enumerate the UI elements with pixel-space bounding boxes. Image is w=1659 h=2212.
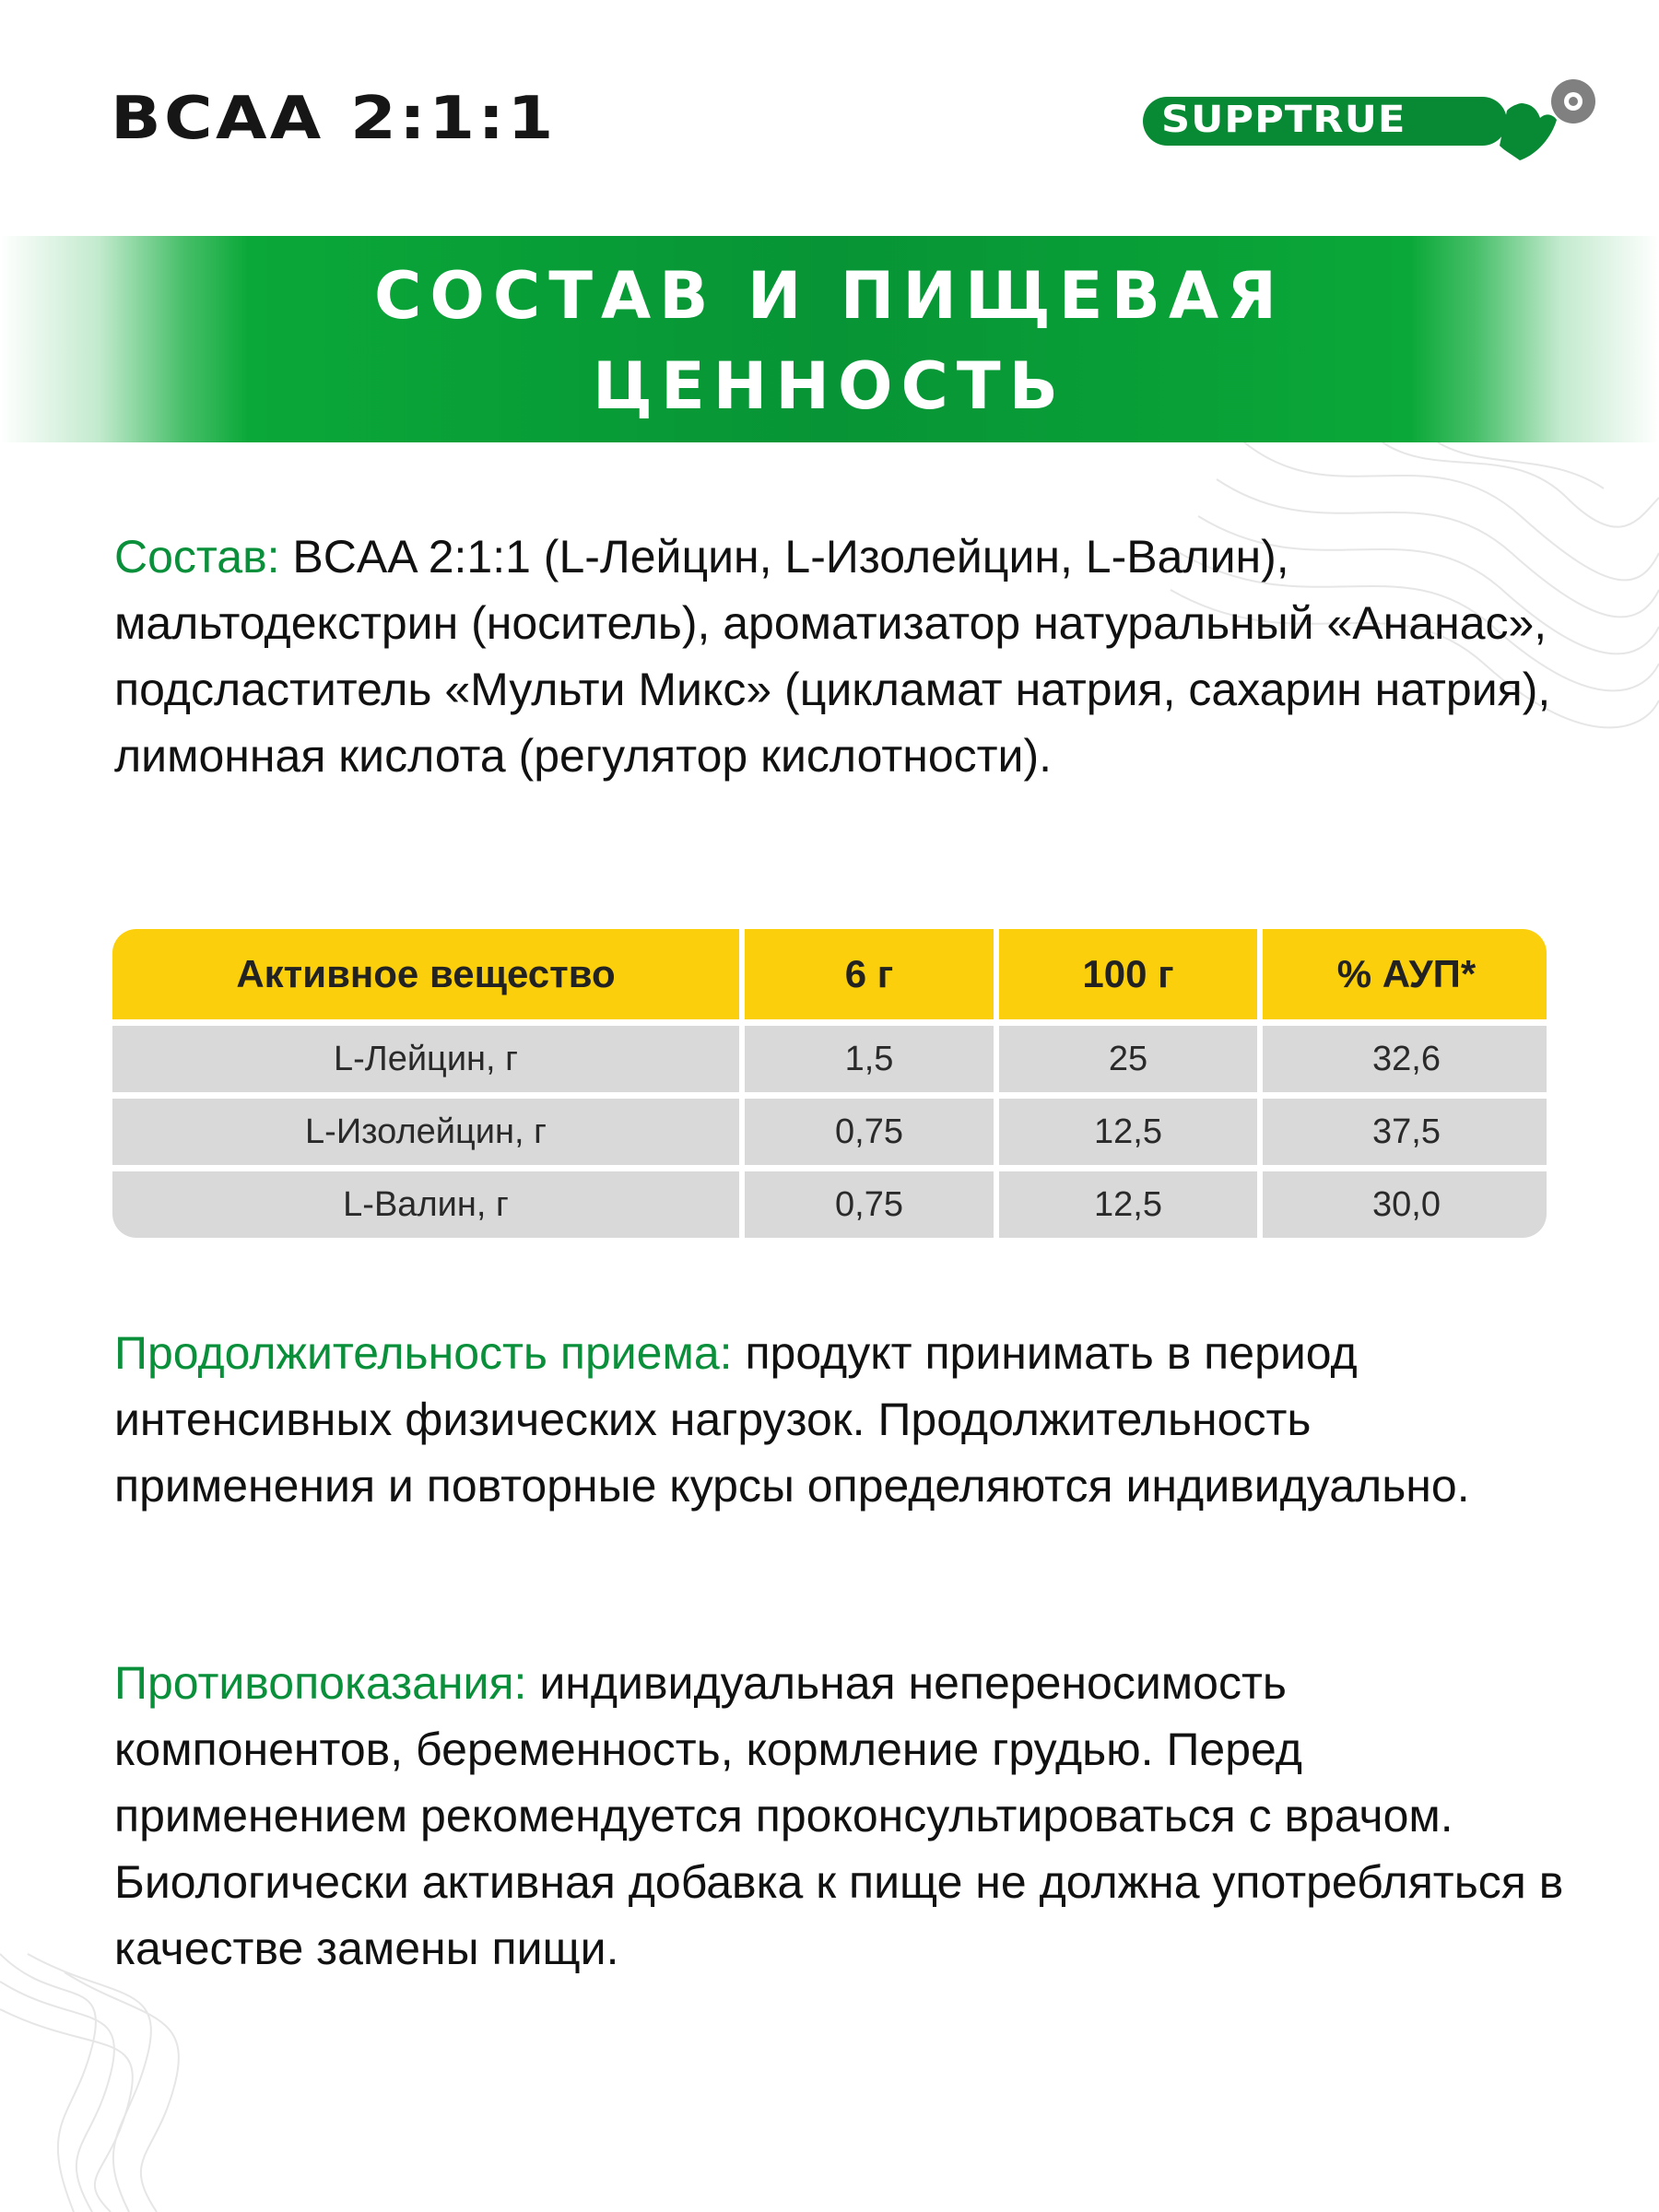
table-cell: 0,75 (745, 1171, 994, 1238)
table-cell: 30,0 (1263, 1171, 1547, 1238)
table-cell: 0,75 (745, 1099, 994, 1165)
logo-text: SUPPTRUE (1161, 99, 1406, 141)
nutrition-table (112, 929, 1547, 1238)
duration-text: продукт принимать в период интенсивных физических нагрузок. Продолжительность применения и повторные курсы определяются индивидуально. (114, 1327, 1470, 1512)
banner-title-line-2: ЦЕННОСТЬ (593, 348, 1066, 424)
table-cell: 1,5 (745, 1026, 994, 1092)
table-cell: 32,6 (1263, 1026, 1547, 1092)
brand-logo (1135, 74, 1596, 175)
table-cell: 12,5 (999, 1099, 1257, 1165)
table-cell: L-Лейцин, г (112, 1026, 739, 1092)
duration-label: Продолжительность приема: (114, 1327, 733, 1379)
contraindications-paragraph (114, 1650, 1571, 1982)
composition-label: Состав: (114, 531, 280, 582)
table-cell: L-Валин, г (112, 1171, 739, 1238)
composition-text: BCAA 2:1:1 (L-Лейцин, L-Изолейцин, L-Валин), мальтодекстрин (носитель), ароматизатор натуральный «Ананас», подсластитель «Мульти Микс» (цикламат натрия, сахарин натрия), лимонная кислота (регулятор кислотности). (114, 531, 1551, 782)
table-cell: L-Изолейцин, г (112, 1099, 739, 1165)
table-header-6g: 6 г (745, 929, 994, 1019)
banner-title-line-1: СОСТАВ И ПИЩЕВАЯ (373, 258, 1286, 334)
contraindications-text: индивидуальная непереносимость компонентов, беременность, кормление грудью. Перед применением рекомендуется проконсультироваться с врачом. Биологически активная добавка к пище не должна употребляться в качестве замены пищи. (114, 1657, 1564, 1974)
dumbbell-arm-icon (1500, 74, 1601, 175)
contraindications-label: Противопоказания: (114, 1657, 527, 1709)
product-title: BCAA 2:1:1 (111, 85, 557, 153)
section-banner (0, 236, 1659, 442)
duration-paragraph (114, 1320, 1571, 1519)
table-header-percent: % АУП* (1263, 929, 1547, 1019)
table-cell: 12,5 (999, 1171, 1257, 1238)
table-header-substance: Активное вещество (112, 929, 739, 1019)
table-cell: 37,5 (1263, 1099, 1547, 1165)
table-cell: 25 (999, 1026, 1257, 1092)
table-header-100g: 100 г (999, 929, 1257, 1019)
composition-paragraph (114, 524, 1571, 789)
